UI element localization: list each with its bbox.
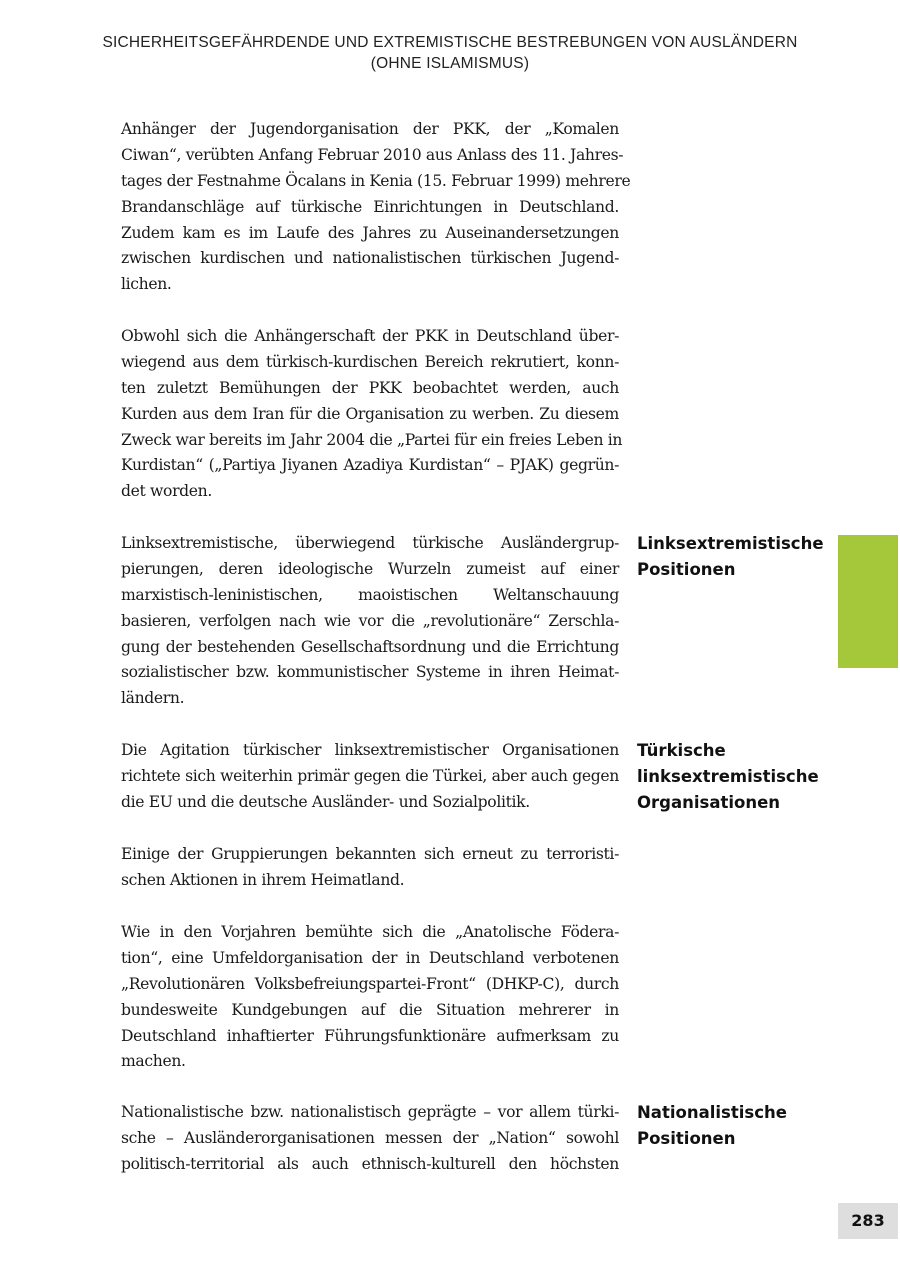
text-line: Nationalistische bzw. nationalistisch geprägte – vor allem türki- <box>121 1103 619 1121</box>
text-line: Kurden aus dem Iran für die Organisation zu werben. Zu diesem <box>121 404 619 423</box>
text-line: Zweck war bereits im Jahr 2004 die „Partei für ein freies Leben in <box>121 430 623 449</box>
margin-heading-line: Organisationen <box>637 793 781 812</box>
text-line: richtete sich weiterhin primär gegen die Türkei, aber auch gegen <box>121 766 619 785</box>
margin-heading <box>637 1100 787 1152</box>
text-line: tages der Festnahme Öcalans in Kenia (15. Februar 1999) mehrere <box>121 171 631 190</box>
paragraph <box>121 920 619 1075</box>
text-line: sche – Ausländerorganisationen messen der „Nation“ sowohl <box>121 1128 619 1147</box>
text-line: Kurdistan“ („Partiya Jiyanen Azadiya Kurdistan“ – PJAK) gegrün- <box>121 456 619 475</box>
text-line: zwischen kurdischen und nationalistischen türkischen Jugend- <box>121 249 619 268</box>
paragraph <box>121 324 623 505</box>
paragraph <box>121 1100 619 1178</box>
margin-heading <box>637 531 824 583</box>
text-line: Deutschland inhaftierter Führungsfunktionäre aufmerksam zu <box>121 1026 619 1045</box>
text-line: Obwohl sich die Anhängerschaft der PKK in Deutschland über- <box>121 327 619 345</box>
margin-heading-line: Linksextremistische <box>637 534 824 553</box>
text-line: ländern. <box>121 689 185 708</box>
text-line: Ciwan“, verübten Anfang Februar 2010 aus Anlass des 11. Jahres- <box>121 145 624 164</box>
text-line: Anhänger der Jugendorganisation der PKK, der „Komalen <box>121 120 619 138</box>
text-line: ten zuletzt Bemühungen der PKK beobachtet werden, auch <box>121 378 619 397</box>
text-line: lichen. <box>121 275 172 294</box>
text-line: Zudem kam es im Laufe des Jahres zu Auseinandersetzungen <box>121 223 619 242</box>
margin-heading-line: linksextremistische <box>637 767 819 786</box>
margin-heading-line: Türkische <box>637 741 726 760</box>
text-line: det worden. <box>121 482 212 501</box>
margin-heading <box>637 738 819 816</box>
text-line: basieren, verfolgen nach wie vor die „revolutionäre“ Zerschla- <box>121 611 619 630</box>
margin-heading-line: Positionen <box>637 1129 736 1148</box>
text-line: Wie in den Vorjahren bemühte sich die „Anatolische Födera- <box>121 923 619 941</box>
text-line: Die Agitation türkischer linksextremistischer Organisationen <box>121 741 619 759</box>
text-line: „Revolutionären Volksbefreiungspartei-Front“ (DHKP-C), durch <box>121 974 619 993</box>
text-line: tion“, eine Umfeldorganisation der in Deutschland verbotenen <box>121 948 619 967</box>
text-line: marxistisch-leninistischen, maoistischen Weltanschauung <box>121 585 619 604</box>
text-line: Einige der Gruppierungen bekannten sich erneut zu terroristi- <box>121 845 619 863</box>
text-line: gung der bestehenden Gesellschaftsordnung und die Errichtung <box>121 637 619 656</box>
text-line: Brandanschläge auf türkische Einrichtungen in Deutschland. <box>121 197 619 216</box>
page-number: 283 <box>838 1203 898 1239</box>
text-line: Linksextremistische, überwiegend türkische Ausländergrup- <box>121 534 619 552</box>
paragraph <box>121 531 619 712</box>
text-line: schen Aktionen in ihrem Heimatland. <box>121 870 405 889</box>
text-line: politisch-territorial als auch ethnisch-kulturell den höchsten <box>121 1154 619 1173</box>
text-line: wiegend aus dem türkisch-kurdischen Bereich rekrutiert, konn- <box>121 352 619 371</box>
paragraph <box>121 117 631 298</box>
text-line: pierungen, deren ideologische Wurzeln zumeist auf einer <box>121 559 619 578</box>
margin-heading-line: Positionen <box>637 560 736 579</box>
text-line: bundesweite Kundgebungen auf die Situation mehrerer in <box>121 1000 619 1019</box>
running-header-line-1: SICHERHEITSGEFÄHRDENDE UND EXTREMISTISCHE BESTREBUNGEN VON AUSLÄNDERN <box>102 34 798 51</box>
text-line: sozialistischer bzw. kommunistischer Systeme in ihren Heimat- <box>121 663 619 682</box>
running-header-line-2: (OHNE ISLAMISMUS) <box>370 55 530 72</box>
margin-heading-line: Nationalistische <box>637 1103 787 1122</box>
paragraph <box>121 842 619 894</box>
section-color-tab <box>838 535 898 668</box>
text-line: machen. <box>121 1052 186 1071</box>
paragraph <box>121 738 619 816</box>
text-line: die EU und die deutsche Ausländer- und Sozialpolitik. <box>121 792 530 811</box>
